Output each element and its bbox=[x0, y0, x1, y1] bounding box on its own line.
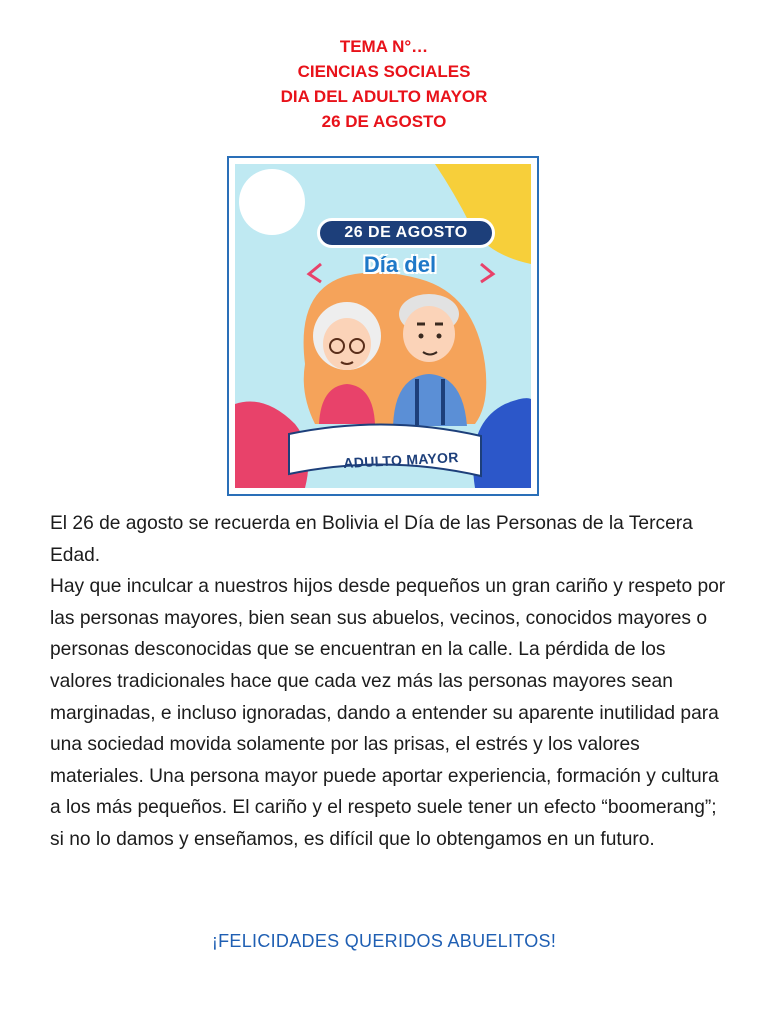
closing-greeting: ¡FELICIDADES QUERIDOS ABUELITOS! bbox=[211, 931, 557, 951]
poster-illustration bbox=[235, 164, 531, 488]
document-header bbox=[0, 34, 768, 134]
paragraph-intro: El 26 de agosto se recuerda en Bolivia el Día de las Personas de la Tercera Edad. bbox=[50, 513, 693, 566]
yellow-blob-shape bbox=[435, 164, 531, 264]
poster-artwork bbox=[235, 164, 531, 488]
subject-title: CIENCIAS SOCIALES bbox=[297, 62, 471, 81]
event-date: 26 DE AGOSTO bbox=[321, 112, 447, 131]
poster-image-frame bbox=[227, 156, 539, 496]
white-circle-shape bbox=[239, 169, 305, 235]
dia-del-heading: Día del bbox=[363, 252, 437, 277]
paragraph-main: Hay que inculcar a nuestros hijos desde pequeños un gran cariño y respeto por las personas mayores, bien sean sus abuelos, vecinos, conocidos mayores o personas desconocidas que se encuentran en la calle. La pérdida de los valores tradicionales hace que cada vez más las personas mayores sean marginadas, e incluso ignoradas, dando a entender su aparente inutilidad para una sociedad movida solamente por las prisas, el estrés y los valores materiales. Una persona mayor puede aportar experiencia, formación y cultura a los más pequeños. El cariño y el respeto suele tener un efecto “boomerang”; si no lo damos y enseñamos, es difícil que lo obtengamos en un futuro. bbox=[50, 576, 726, 850]
article-body bbox=[50, 508, 730, 856]
topic-number: TEMA N°… bbox=[339, 37, 429, 56]
event-title: DIA DEL ADULTO MAYOR bbox=[280, 87, 488, 106]
date-badge: 26 DE AGOSTO bbox=[317, 218, 495, 248]
adulto-mayor-banner-text: ADULTO MAYOR bbox=[342, 448, 460, 472]
